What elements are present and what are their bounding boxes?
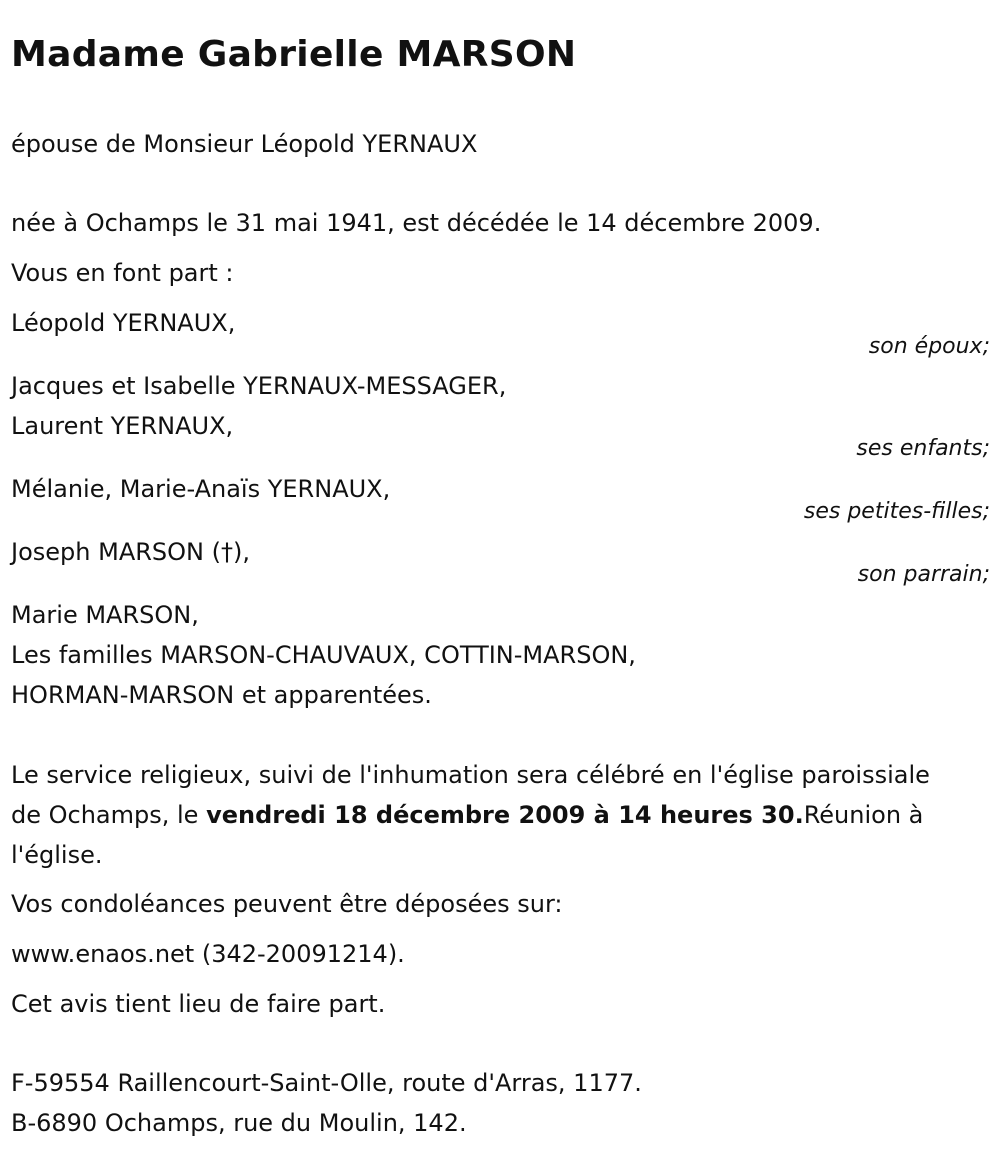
service-intro: Le service religieux, suivi de l'inhumation sera célébré en l'église paroissiale de Ochamps, le [11, 761, 930, 829]
godfather-role: son parrain; [857, 562, 990, 587]
service-outro: Réunion à l'église. [11, 801, 924, 869]
godfather-name: Joseph MARSON (†), [11, 538, 250, 566]
service-datetime: vendredi 18 décembre 2009 à 14 heures 30. [206, 801, 804, 829]
husband-name: Léopold YERNAUX, [11, 309, 236, 337]
page-title: Madame Gabrielle MARSON [11, 34, 577, 75]
notice-line: Cet avis tient lieu de faire part. [11, 990, 386, 1018]
address-line-2: B-6890 Ochamps, rue du Moulin, 142. [11, 1109, 467, 1137]
announce-line: Vous en font part : [11, 259, 234, 287]
husband-role: son époux; [868, 334, 990, 359]
condolences-line: Vos condoléances peuvent être déposées sur: [11, 890, 563, 918]
child-line-1: Jacques et Isabelle YERNAUX-MESSAGER, [11, 372, 507, 400]
granddaughters-name: Mélanie, Marie-Anaïs YERNAUX, [11, 475, 391, 503]
service-paragraph [11, 755, 941, 875]
children-role: ses enfants; [856, 436, 990, 461]
spouse-line: épouse de Monsieur Léopold YERNAUX [11, 130, 478, 158]
birth-death-line: née à Ochamps le 31 mai 1941, est décédée le 14 décembre 2009. [11, 209, 822, 237]
relative-line-3: HORMAN-MARSON et apparentées. [11, 681, 432, 709]
address-line-1: F-59554 Raillencourt-Saint-Olle, route d'Arras, 1177. [11, 1069, 642, 1097]
relative-line-2: Les familles MARSON-CHAUVAUX, COTTIN-MARSON, [11, 641, 636, 669]
child-line-2: Laurent YERNAUX, [11, 412, 234, 440]
relative-line-1: Marie MARSON, [11, 601, 199, 629]
website-line: www.enaos.net (342-20091214). [11, 940, 405, 968]
granddaughters-role: ses petites-filles; [803, 499, 990, 524]
